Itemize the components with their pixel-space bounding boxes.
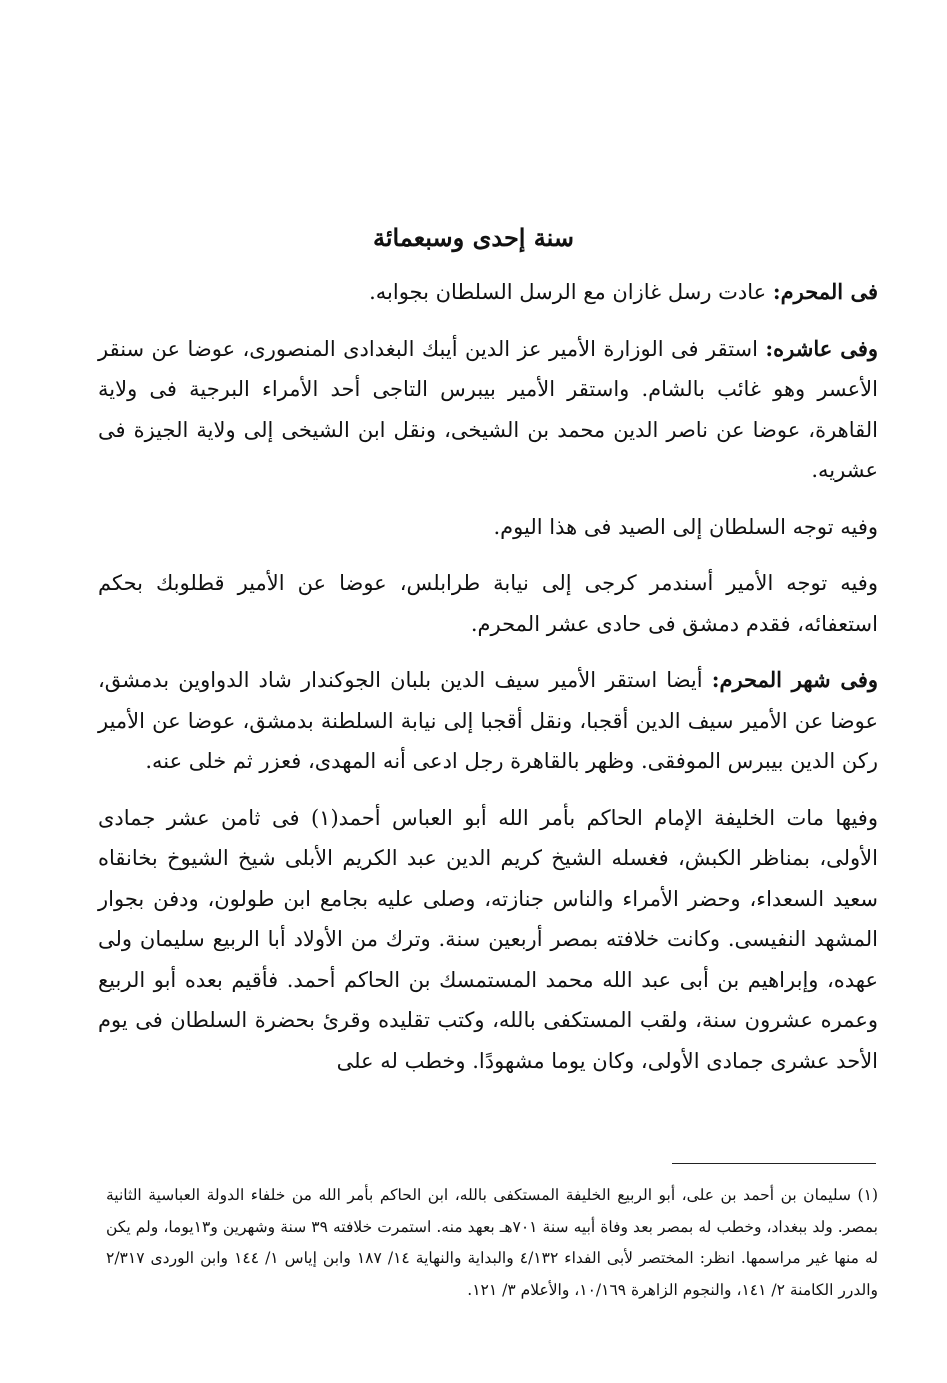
paragraph-lead: وفى شهر المحرم:	[711, 667, 879, 692]
paragraph-text: استقر فى الوزارة الأمير عز الدين أيبك البغدادى المنصورى، عوضا عن سنقر الأعسر وهو غائب بالشام. واستقر الأمير بيبرس التاجى أحد الأمراء البرجية فى ولاية القاهرة، عوضا عن ناصر الدين محمد بن الشيخى، ونقل ابن الشيخى إلى ولاية الجيزة فى عشريه.	[98, 336, 878, 482]
section-title: سنة إحدى وسبعمائة	[372, 223, 575, 252]
paragraph-caliph	[98, 798, 878, 1082]
footnote: (١) سليمان بن أحمد بن على، أبو الربيع الخليفة المستكفى بالله، ابن الحاكم بأمر الله من خلفاء الدولة العباسية الثانية بمصر. ولد ببغداد، وخطب له بمصر بعد وفاة أبيه سنة ٧٠١هـ بعهد منه. استمرت خلافته ٣٩ سنة وشهرين و١٣يوما، ولم يكن له منها غير مراسمها. انظر: المختصر لأبى الفداء ٤/١٣٢ والبداية والنهاية ١٤/ ١٨٧ وابن إياس ١/ ١٤٤ وابن الوردى ٢/٣١٧ والدرر الكامنة ٢/ ١٤١، والنجوم الزاهرة ١٠/١٦٩، والأعلام ٣/ ١٢١.	[106, 1186, 879, 1299]
paragraph-lead: وفى عاشره:	[765, 335, 878, 361]
paragraph-tripoli	[98, 563, 878, 644]
main-text	[98, 272, 878, 1097]
paragraph-muharram	[98, 272, 878, 313]
paragraph-lead: فى المحرم:	[772, 279, 878, 304]
paragraph-text: عادت رسل غازان مع الرسل السلطان بجوابه.	[369, 280, 773, 304]
paragraph-text: وفيه توجه السلطان إلى الصيد فى هذا اليوم.	[493, 514, 878, 539]
paragraph-text: أيضا استقر الأمير سيف الدين بلبان الجوكندار شاد الدواوين بدمشق، عوضا عن الأمير سيف الدين أقجبا، ونقل أقجبا إلى نيابة السلطنة بدمشق، عوضا عن الأمير ركن الدين بيبرس الموفقى. وظهر بالقاهرة رجل ادعى أنه المهدى، فعزر ثم خلى عنه.	[98, 668, 878, 773]
paragraph-text: وفيها مات الخليفة الإمام الحاكم بأمر الله أبو العباس أحمد(١) فى ثامن عشر جمادى الأولى، بمناظر الكبش، فغسله الشيخ كريم الدين عبد الكريم الأبلى شيخ الشيوخ بخانقاه سعيد السعداء، وحضر الأمراء والناس جنازته، وصلى عليه بجامع ابن طولون، ودفن بجوار المشهد النفيسى. وكانت خلافته بمصر أربعين سنة. وترك من الأولاد أبا الربيع سليمان ولى عهده، وإبراهيم بن أبى عبد الله محمد المستمسك بن الحاكم أحمد. فأقيم بعده أبو الربيع وعمره عشرون سنة، ولقب المستكفى بالله، وكتب تقليده وقرئ بحضرة السلطان فى يوم الأحد عشرى جمادى الأولى، وكان يوما مشهودًا. وخطب له على	[98, 805, 878, 1073]
footnote-divider	[672, 1163, 876, 1164]
paragraph-text: وفيه توجه الأمير أسندمر كرجى إلى نيابة طرابلس، عوضا عن الأمير قطلوبك بحكم استعفائه، فقدم دمشق فى حادى عشر المحرم.	[98, 571, 878, 636]
paragraph-month-muharram	[98, 660, 878, 782]
paragraph-ashura	[98, 329, 878, 491]
paragraph-hunting	[98, 507, 878, 548]
